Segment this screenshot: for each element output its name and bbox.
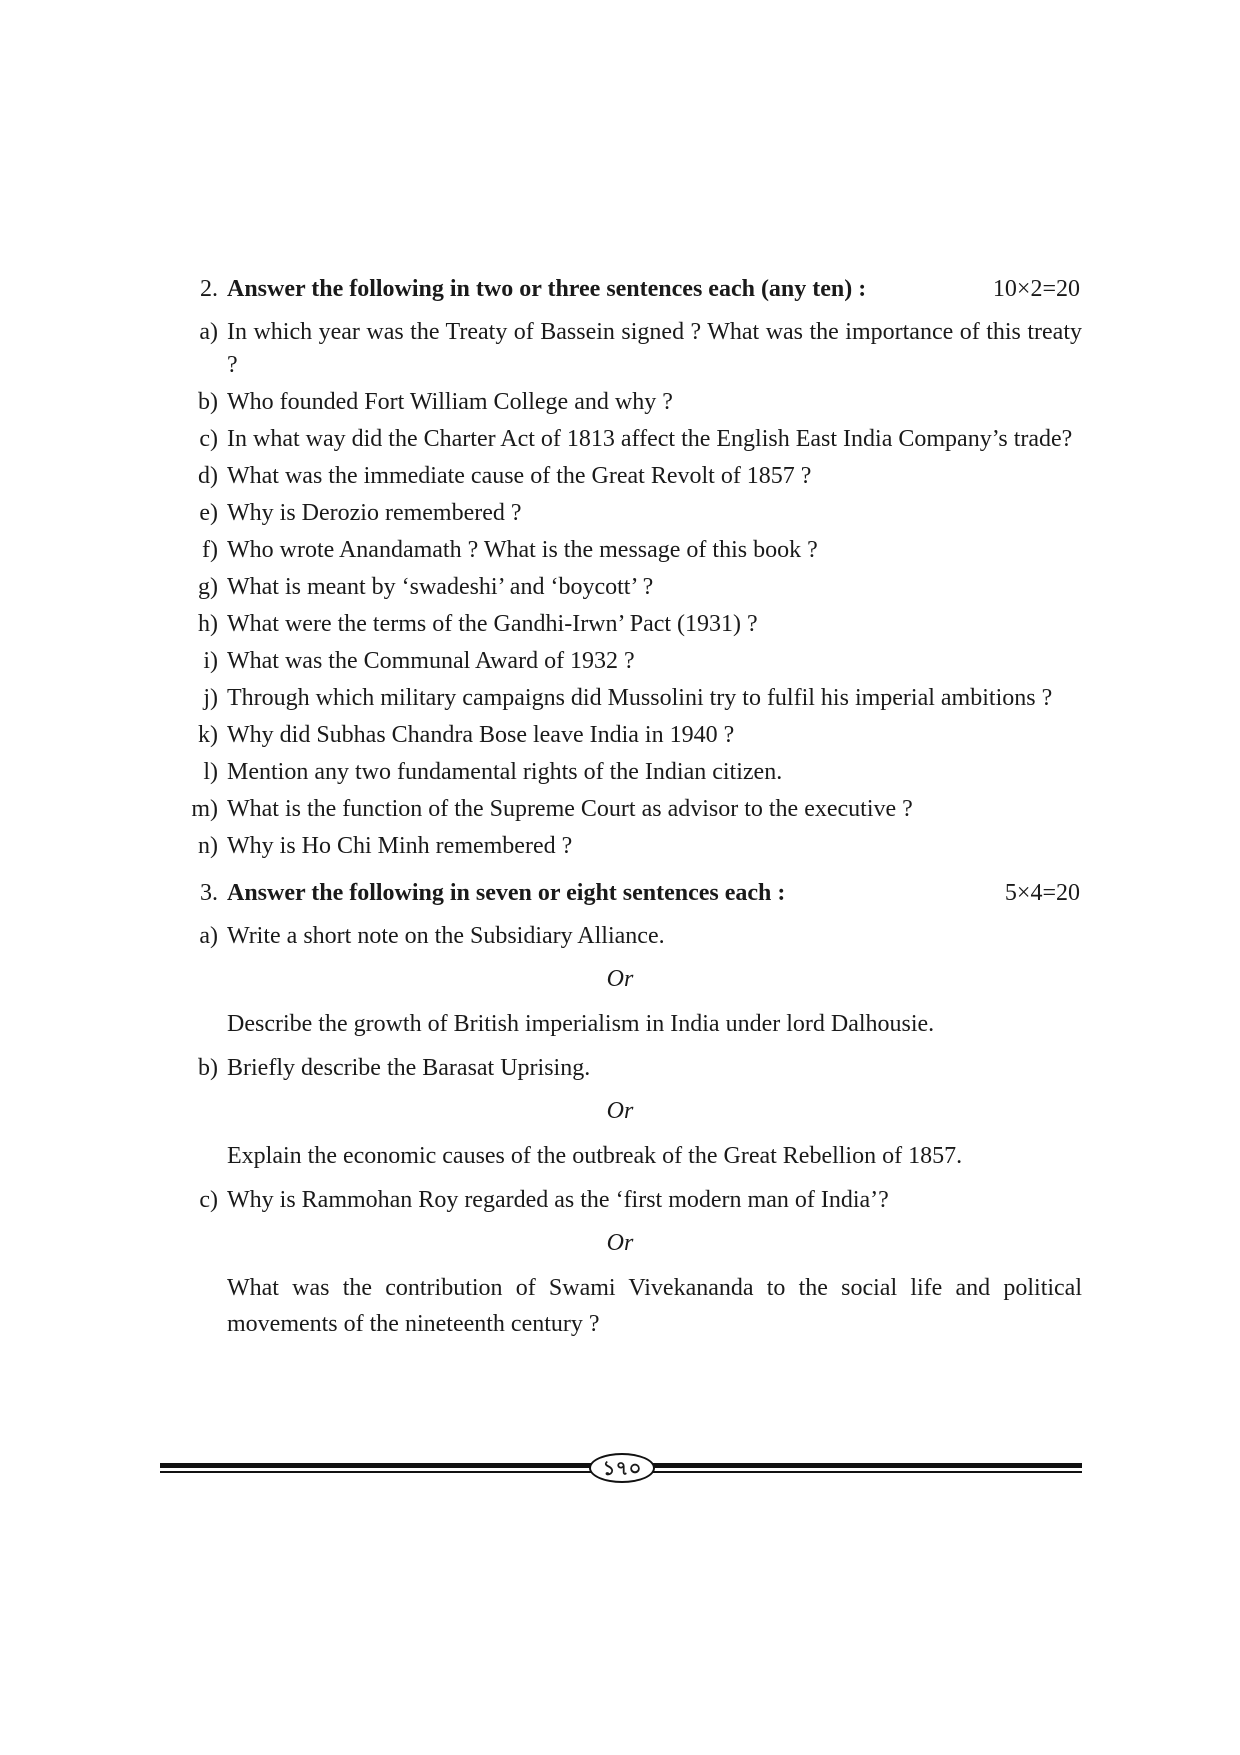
question-item <box>0 756 1240 789</box>
question-item <box>0 793 1240 826</box>
question-item <box>0 423 1240 456</box>
question-text: In which year was the Treaty of Bassein signed ? What was the importance of this treaty ? <box>227 319 1082 378</box>
question-label: a) <box>199 923 218 949</box>
section-number: 2. <box>200 276 218 302</box>
section-heading: Answer the following in seven or eight sentences each : <box>227 880 786 906</box>
page-number: ১৭০ <box>589 1453 655 1483</box>
question-item <box>0 1184 1240 1217</box>
question-label: c) <box>199 1187 218 1213</box>
question-label: j) <box>203 685 218 711</box>
question-label: d) <box>198 463 218 489</box>
question-text: Write a short note on the Subsidiary Alliance. <box>227 923 665 949</box>
question-item <box>0 316 1240 382</box>
question-content <box>0 273 1240 1342</box>
question-text: Who founded Fort William College and why ? <box>227 389 673 415</box>
question-text: Why is Ho Chi Minh remembered ? <box>227 833 573 859</box>
question-item <box>0 719 1240 752</box>
question-label: l) <box>203 759 218 785</box>
question-item <box>0 386 1240 419</box>
question-item <box>0 460 1240 493</box>
question-text: What is the function of the Supreme Court as advisor to the executive ? <box>227 796 913 822</box>
alternative-question-text: Describe the growth of British imperialism in India under lord Dalhousie. <box>227 1011 935 1037</box>
or-label: Or <box>606 1098 634 1124</box>
question-text: Who wrote Anandamath ? What is the message of this book ? <box>227 537 818 563</box>
section-marks: 10×2=20 <box>992 276 1080 302</box>
section-marks: 5×4=20 <box>1004 880 1080 906</box>
question-text: Why is Rammohan Roy regarded as the ‘first modern man of India’? <box>227 1187 889 1213</box>
question-text: What is meant by ‘swadeshi’ and ‘boycott’ ? <box>227 574 654 600</box>
page-footer <box>160 1453 1082 1483</box>
question-text: What was the immediate cause of the Great Revolt of 1857 ? <box>227 463 812 489</box>
question-label: i) <box>203 648 218 674</box>
question-text: Briefly describe the Barasat Uprising. <box>227 1055 591 1081</box>
question-label: a) <box>199 319 218 345</box>
question-item <box>0 571 1240 604</box>
or-label: Or <box>606 966 634 992</box>
question-item <box>0 1052 1240 1085</box>
question-label: g) <box>198 574 218 600</box>
section-heading: Answer the following in two or three sentences each (any ten) : <box>227 276 867 302</box>
question-text: Mention any two fundamental rights of the Indian citizen. <box>227 759 783 785</box>
question-label: m) <box>191 796 218 822</box>
question-item <box>0 830 1240 863</box>
or-divider <box>0 1227 1240 1260</box>
question-label: n) <box>198 833 218 859</box>
question-item <box>0 534 1240 567</box>
or-label: Or <box>606 1230 634 1256</box>
question-text: Through which military campaigns did Mussolini try to fulfil his imperial ambitions ? <box>227 685 1053 711</box>
section-2-header <box>0 273 1240 306</box>
question-text: In what way did the Charter Act of 1813 affect the English East India Company’s trade? <box>227 426 1073 452</box>
question-label: b) <box>198 1055 218 1081</box>
or-divider <box>0 1095 1240 1128</box>
question-label: c) <box>199 426 218 452</box>
section-number: 3. <box>200 880 218 906</box>
question-item <box>0 682 1240 715</box>
question-item <box>0 920 1240 953</box>
section-3-header <box>0 877 1240 910</box>
question-text: What were the terms of the Gandhi-Irwn’ Pact (1931) ? <box>227 611 758 637</box>
question-text: What was the Communal Award of 1932 ? <box>227 648 635 674</box>
or-divider <box>0 963 1240 996</box>
question-text: Why is Derozio remembered ? <box>227 500 522 526</box>
alternative-question-text: Explain the economic causes of the outbreak of the Great Rebellion of 1857. <box>227 1143 963 1169</box>
question-item <box>0 645 1240 678</box>
question-label: k) <box>198 722 218 748</box>
alternative-question-text: What was the contribution of Swami Vivekananda to the social life and political movements of the nineteenth century ? <box>227 1275 1082 1337</box>
question-item <box>0 608 1240 641</box>
question-text: Why did Subhas Chandra Bose leave India in 1940 ? <box>227 722 735 748</box>
question-label: f) <box>202 537 218 563</box>
question-label: b) <box>198 389 218 415</box>
question-label: h) <box>198 611 218 637</box>
question-label: e) <box>199 500 218 526</box>
question-item <box>0 497 1240 530</box>
